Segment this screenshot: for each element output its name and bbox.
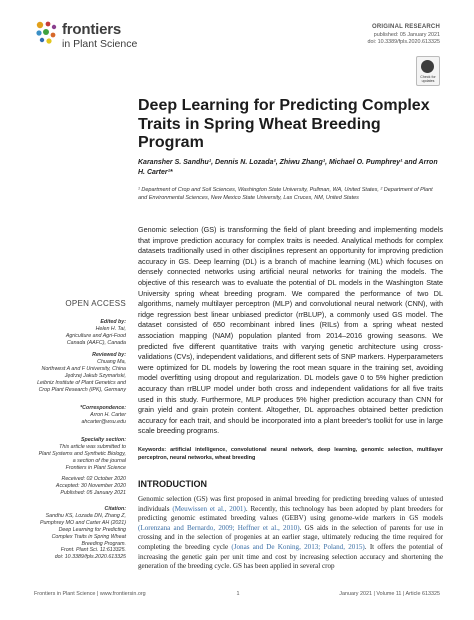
published-date-sidebar: Published: 05 January 2021 xyxy=(60,489,126,496)
footer-journal[interactable]: Frontiers in Plant Science | www.frontiersin.org xyxy=(34,591,146,597)
frontiers-logo[interactable] xyxy=(34,20,174,52)
keywords xyxy=(138,447,443,462)
check-for-updates-button[interactable] xyxy=(416,56,440,86)
abstract: Genomic selection (GS) is transforming the field of plant breeding and implementing models that improve prediction accuracy for complex traits is needed. Analytical methods for complex datasets traditionally used in other disciplines represent an opportunity for improving prediction accuracy in GS. Deep learning (DL) is a branch of machine learning (ML) which focuses on densely connected networks using artificial neural networks for training the models. The objective of this research was to evaluate the potential of DL models in the Washington State University spring wheat breeding program. We compared the performance of two DL algorithms, namely multilayer perceptron (MLP) and convolutional neural network (CNN), with ridge regression best linear unbiased predictor (rrBLUP), a commonly used GS model. The dataset consisted of 650 recombinant inbred lines (RILs) from a spring wheat nested association mapping (NAM) population planted from 2014–2016 growing seasons. We predicted five different quantitative traits with varying genetic architecture using cross-validations (CVs), independent validations, and different sets of SNP markers. Hyperparameters were optimized for DL models by lowering the root mean square in the training set, avoiding model overfitting using dropout and regularization. DL models gave 0 to 5% higher prediction accuracy than rrBLUP model under both cross and independent validations for all five traits used in this study. Furthermore, MLP produces 5% higher prediction accuracy than CNN for grain yield and grain protein content. Altogether, DL approaches obtained better prediction accuracy for each trait, and should be incorporated into a plant breeder's toolkit for use in large scale breeding programs. xyxy=(138,225,443,436)
correspondence-heading: *Correspondence: xyxy=(80,405,126,411)
specialty-section xyxy=(30,437,126,472)
edited-by-text: Helen H. Tai, Agriculture and Agri-Food Canada (AAFC), Canada xyxy=(65,325,126,346)
frontiers-logo-icon xyxy=(34,20,58,46)
citation-text: Sandhu KS, Lozada DN, Zhang Z, Pumphrey MO and Carter AH (2021) Deep Learning for Predicting Complex Traits in Spring Wheat Breeding Program. Front. Plant Sci. 11:613325. doi: 10.3389/fpls.2020.613325 xyxy=(39,512,126,561)
specialty-heading: Specialty section: xyxy=(80,437,126,443)
introduction-paragraph xyxy=(138,495,443,572)
received-date: Received: 02 October 2020 xyxy=(61,476,126,482)
reviewed-by-text: Chuang Ma, Northwest A and F University, China Jędrzej Jakub Szymański, Leibniz Institute of Plant Genetics and Crop Plant Research (IPK), Germany xyxy=(37,358,126,393)
citation-link[interactable]: (Jonas and De Koning, 2013; Poland, 2015) xyxy=(231,542,365,551)
article-type: ORIGINAL RESEARCH xyxy=(372,24,440,30)
page-number: 1 xyxy=(236,591,240,597)
dates xyxy=(30,476,126,497)
reviewed-by-heading: Reviewed by: xyxy=(92,352,126,358)
intro-text-1: Genomic selection (GS) was first proposed in animal breeding for predicting breeding values of untested individuals xyxy=(138,495,443,513)
edited-by-heading: Edited by: xyxy=(100,319,126,325)
keywords-text: artificial intelligence, convolutional neural network, deep learning, genomic selection, multilayer perceptron, neural networks, wheat breeding xyxy=(138,447,444,461)
intro-text-4: . It offers the potential of increasing the genetic gain per unit time and cost by increasing selection accuracy and shortening the generation of the breeding cycle. GS has been applied in several crop xyxy=(138,542,443,571)
edited-by xyxy=(30,319,126,347)
correspondence-text[interactable]: Arron H. Carter ahcarter@wsu.edu xyxy=(81,411,126,425)
journal-name: in Plant Science xyxy=(62,38,138,50)
citation-link[interactable]: (Lorenzana and Bernardo, 2009; Heffner et al., 2010) xyxy=(138,523,300,532)
brand-name: frontiers xyxy=(62,21,122,38)
intro-text-3: . GS aids in the selection of parents for use in crossing and in the selection of progenies at an earlier stage, ultimately reducing the time required for completing the breeding cycle xyxy=(138,523,443,551)
citation-link[interactable]: (Meuwissen et al., 2001) xyxy=(172,504,246,513)
published-date: published: 05 January 2021 xyxy=(373,32,440,38)
accepted-date: Accepted: 30 November 2020 xyxy=(55,482,126,489)
specialty-text: This article was submitted to Plant Systems and Synthetic Biology, a section of the journal Frontiers in Plant Science xyxy=(38,443,126,471)
intro-text-2: . Recently, this technology has been adopted by plant breeders for predicting genomic estimated breeding values (GEBV) using genome-wide markers in GS models xyxy=(138,504,443,523)
citation xyxy=(30,506,126,561)
update-icon xyxy=(421,60,434,73)
check-updates-label: Check for updates xyxy=(420,75,436,83)
reviewed-by xyxy=(30,352,126,393)
footer-volume: January 2021 | Volume 11 | Article 613325 xyxy=(339,591,440,597)
author-list: Karansher S. Sandhu¹, Dennis N. Lozada², Zhiwu Zhang¹, Michael O. Pumphrey¹ and Arron H. Carter¹* xyxy=(138,159,438,176)
affiliations: ¹ Department of Crop and Soil Sciences, Washington State University, Pullman, WA, United States, ² Department of Plant and Environmental Sciences, New Mexico State University, Las Cruces, NM, United States xyxy=(138,187,433,201)
keywords-label: Keywords: xyxy=(138,447,167,453)
article-title: Deep Learning for Predicting Complex Traits in Spring Wheat Breeding Program xyxy=(138,97,430,151)
citation-heading: Citation: xyxy=(104,506,126,512)
introduction-heading: INTRODUCTION xyxy=(138,479,207,489)
correspondence xyxy=(30,405,126,426)
open-access-label: OPEN ACCESS xyxy=(65,299,126,308)
article-doi[interactable]: doi: 10.3389/fpls.2020.613325 xyxy=(367,39,440,45)
